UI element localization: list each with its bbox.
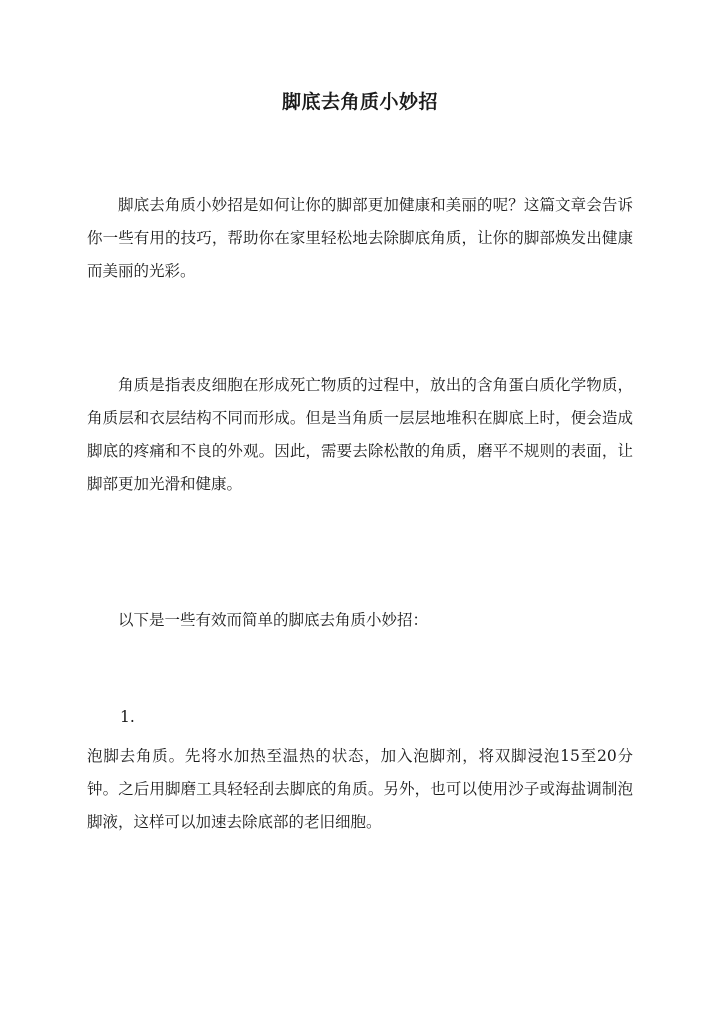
list-item-number: 1. <box>120 708 135 726</box>
list-intro-paragraph: 以下是一些有效而简单的脚底去角质小妙招： <box>118 611 429 629</box>
list-item-text: 泡脚去角质。先将水加热至温热的状态，加入泡脚剂，将双脚浸泡15至20分钟。之后用脚磨工具轻轻刮去脚底的角质。另外，也可以使用沙子或海盐调制泡脚液，这样可以加速去除底部的老旧细胞。 <box>87 747 633 831</box>
document-title: 脚底去角质小妙招 <box>281 91 438 113</box>
definition-paragraph: 角质是指表皮细胞在形成死亡物质的过程中，放出的含角蛋白质化学物质，角质层和衣层结构不同而形成。但是当角质一层层地堆积在脚底上时，便会造成脚底的疼痛和不良的外观。因此，需要去除松散的角质，磨平不规则的表面，让脚部更加光滑和健康。 <box>87 376 633 493</box>
intro-paragraph: 脚底去角质小妙招是如何让你的脚部更加健康和美丽的呢？这篇文章会告诉你一些有用的技巧，帮助你在家里轻松地去除脚底角质，让你的脚部焕发出健康而美丽的光彩。 <box>87 196 633 280</box>
